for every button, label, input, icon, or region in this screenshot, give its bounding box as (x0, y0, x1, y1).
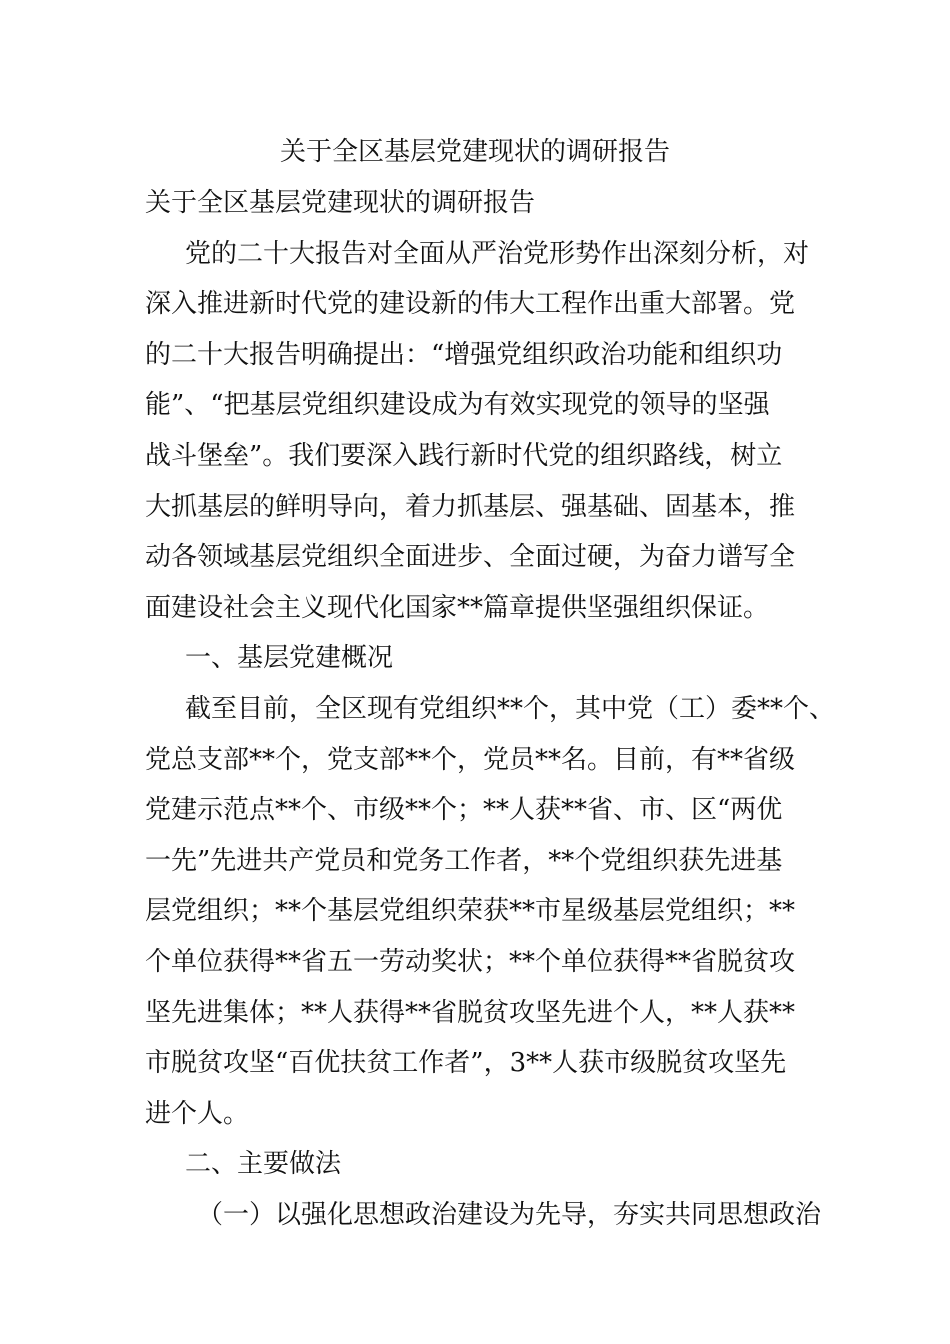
paragraph-line: 个单位获得**省五一劳动奖状；**个单位获得**省脱贫攻 (145, 946, 796, 977)
paragraph-line: 能”、“把基层党组织建设成为有效实现党的领导的坚强 (145, 390, 770, 421)
document-body (145, 178, 836, 1240)
paragraph-line: 党的二十大报告对全面从严治党形势作出深刻分析，对 (185, 238, 810, 269)
paragraph-line: 深入推进新时代党的建设新的伟大工程作出重大部署。党 (145, 289, 796, 320)
paragraph-line: 党建示范点**个、市级**个；**人获**省、市、区“两优 (145, 795, 783, 826)
paragraph-line: 的二十大报告明确提出：“增强党组织政治功能和组织功 (145, 339, 783, 370)
paragraph-overview (145, 684, 836, 1139)
paragraph-line: 大抓基层的鲜明导向，着力抓基层、强基础、固基本，推 (145, 491, 796, 522)
paragraph-line: 坚先进集体；**人获得**省脱贫攻坚先进个人，**人获** (145, 997, 796, 1028)
paragraph-line: 战斗堡垒”。我们要深入践行新时代党的组织路线，树立 (145, 440, 783, 471)
section-heading-overview: 一、基层党建概况 (185, 643, 394, 674)
paragraph-line: 层党组织；**个基层党组织荣获**市星级基层党组织；** (145, 896, 796, 927)
paragraph-intro (145, 229, 825, 634)
subsection-heading: （一）以强化思想政治建设为先导，夯实共同思想政治 (197, 1199, 822, 1230)
document-subtitle: 关于全区基层党建现状的调研报告 (145, 188, 536, 218)
paragraph-line: 进个人。 (145, 1098, 250, 1129)
section-heading-practices: 二、主要做法 (185, 1149, 342, 1180)
paragraph-line: 面建设社会主义现代化国家**篇章提供坚强组织保证。 (145, 592, 770, 623)
paragraph-line: 一先”先进共产党员和党务工作者，**个党组织获先进基 (145, 845, 783, 876)
paragraph-line: 市脱贫攻坚“百优扶贫工作者”，3**人获市级脱贫攻坚先 (145, 1048, 787, 1079)
document-title: 关于全区基层党建现状的调研报告 (279, 137, 670, 167)
paragraph-line: 动各领域基层党组织全面进步、全面过硬，为奋力谱写全 (145, 542, 796, 573)
paragraph-line: 党总支部**个，党支部**个，党员**名。目前，有**省级 (145, 744, 796, 775)
paragraph-line: 截至目前，全区现有党组织**个，其中党（工）委**个、 (185, 693, 836, 724)
